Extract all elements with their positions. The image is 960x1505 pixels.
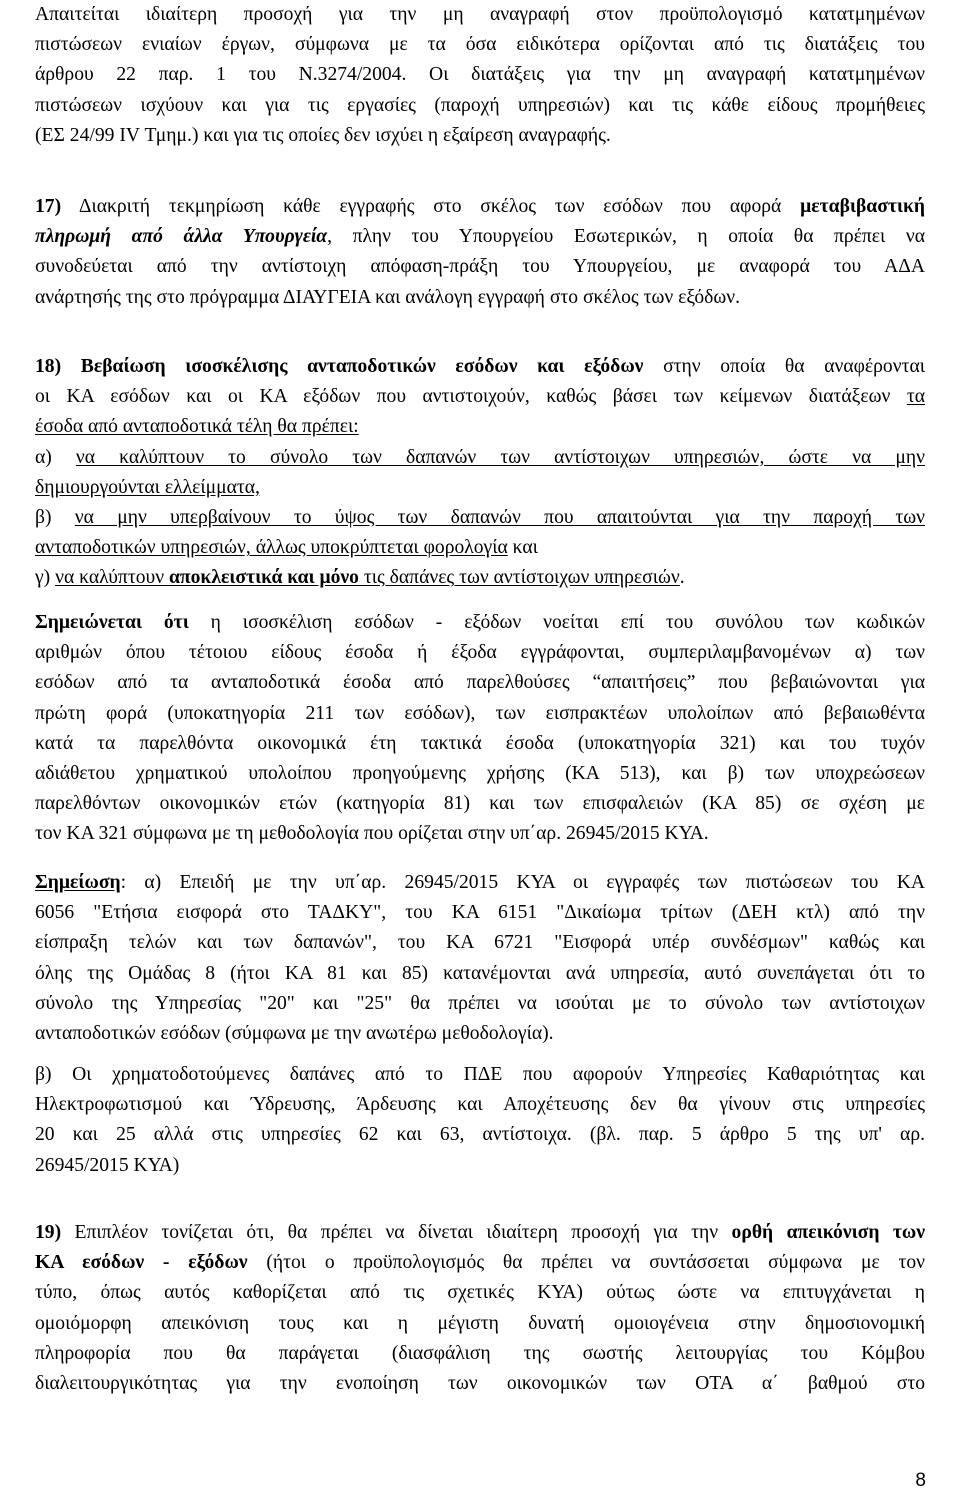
text-line: (ΕΣ 24/99 IV Τμημ.) και για τις οποίες δεν ισχύει η εξαίρεση αναγραφής. — [35, 124, 611, 146]
text-line — [35, 533, 925, 563]
list-item-c — [35, 563, 925, 593]
item-number: 19) — [35, 1222, 62, 1243]
text-line: κατά τα παρελθόντα οικονομικά έτη τακτικά έσοδα (υποκατηγορία 321) και του τυχόν — [35, 732, 925, 754]
underlined-text: να μην υπερβαίνουν το ύψος των δαπανών που απαιτούνται για την παροχή των — [74, 506, 925, 528]
list-marker: γ) — [35, 567, 56, 589]
text-line: πρώτη φορά (υποκατηγορία 211 των εσόδων), των εισπρακτέων υπολοίπων από βεβαιωθέντα — [35, 702, 925, 724]
note-paragraph — [35, 608, 925, 850]
paragraph-19 — [35, 1218, 925, 1399]
text-run: (ήτοι ο προϋπολογισμός θα πρέπει να συντάσσεται σύμφωνα με τον — [247, 1252, 925, 1274]
bold-phrase: ΚΑ εσόδων - εξόδων — [35, 1252, 248, 1274]
underlined-text: δημιουργούνται ελλείμματα, — [35, 476, 260, 498]
underlined-text: τις δαπάνες των αντίστοιχων υπηρεσιών — [358, 567, 680, 589]
text-line: ομοιόμορφη απεικόνιση τους και η μέγιστη δυνατή ομοιογένεια στην δημοσιονομική — [35, 1312, 925, 1334]
text-line: άρθρου 22 παρ. 1 του Ν.3274/2004. Οι διατάξεις για την μη αναγραφή κατατμημένων — [35, 64, 925, 86]
text-run: Επιπλέον τονίζεται ότι, θα πρέπει να δίνεται ιδιαίτερη προσοχή για την — [61, 1222, 732, 1243]
text-line — [35, 352, 925, 382]
text-run: και — [507, 537, 538, 559]
text-line: εσόδων από τα ανταποδοτικά έσοδα από παρελθούσες “απαιτήσεις” που βεβαιώνονται για — [35, 672, 925, 694]
text-line: τύπο, όπως αυτός καθορίζεται από τις σχετικές ΚΥΑ) ούτως ώστε να επιτυγχάνεται η — [35, 1282, 925, 1304]
text-line: Ηλεκτροφωτισμού και Ύδρευσης, Άρδευσης και Αποχέτευσης δεν θα γίνουν στις υπηρεσίες — [35, 1094, 925, 1116]
text-line: 26945/2015 ΚΥΑ) — [35, 1154, 180, 1176]
text-line — [35, 192, 925, 222]
text-line: όλης της Ομάδας 8 (ήτοι ΚΑ 81 και 85) κατανέμονται ανά υπηρεσία, αυτό συνεπάγεται ότι το — [35, 962, 925, 984]
text-line — [35, 1248, 925, 1278]
text-run: στην οποία θα αναφέρονται — [643, 356, 925, 377]
text-line: β) Οι χρηματοδοτούμενες δαπάνες από το ΠΔΕ που αφορούν Υπηρεσίες Καθαριότητας και — [35, 1064, 925, 1085]
text-run: . — [679, 567, 685, 589]
bold-phrase: μεταβιβαστική — [800, 196, 925, 217]
list-item-a — [35, 443, 925, 473]
bold-underlined-phrase: αποκλειστικά και μόνο — [168, 567, 359, 589]
paragraph-17 — [35, 192, 925, 313]
text-line — [35, 382, 925, 412]
bold-heading: 18) Βεβαίωση ισοσκέλισης ανταποδοτικών εσόδων και εξόδων — [35, 356, 644, 377]
underlined-text: έσοδα από ανταποδοτικά τέλη θα πρέπει: — [35, 416, 359, 438]
text-run: : α) Επειδή με την υπ΄αρ. 26945/2015 ΚΥΑ οι εγγραφές των πιστώσεων του ΚΑ — [120, 872, 925, 893]
text-line: 20 και 25 αλλά στις υπηρεσίες 62 και 63, αντίστοιχα. (βλ. παρ. 5 άρθρο 5 της υπ' αρ. — [35, 1124, 925, 1146]
text-run: Διακριτή τεκμηρίωση κάθε εγγραφής στο σκέλος των εσόδων που αφορά — [61, 196, 801, 217]
text-line — [35, 473, 925, 503]
item-number: 17) — [35, 196, 62, 217]
list-item-b — [35, 503, 925, 533]
text-line: είσπραξη τελών και των δαπανών", του ΚΑ 6721 "Εισφορά υπέρ συνδέσμων" καθώς και — [35, 932, 925, 954]
underlined-text: ανταποδοτικών υπηρεσιών, άλλως υποκρύπτεται φορολογία — [35, 537, 508, 559]
bold-underlined-label: Σημείωση — [35, 872, 121, 893]
text-line: ανάρτησής της στο πρόγραμμα ΔΙΑΥΓΕΙΑ και ανάλογη εγγραφή στο σκέλος των εξόδων. — [35, 286, 741, 308]
beta-paragraph — [35, 1060, 925, 1181]
text-run: , πλην του Υπουργείου Εσωτερικών, η οποία θα πρέπει να — [327, 226, 925, 248]
paragraph-18 — [35, 352, 925, 594]
text-line: σύνολο της Υπηρεσίας "20" και "25" θα πρέπει να ισούται με το σύνολο των αντίστοιχων — [35, 992, 925, 1014]
text-line — [35, 608, 925, 638]
text-run: η ισοσκέλιση εσόδων - εξόδων νοείται επί του συνόλου των κωδικών — [188, 612, 925, 633]
text-line: παρελθόντων οικονομικών ετών (κατηγορία 81) και των επισφαλειών (ΚΑ 85) σε σχέση με — [35, 793, 925, 815]
text-line: αδιάθετου χρηματικού υπολοίπου προηγούμενης χρήσης (ΚΑ 513), και β) των υποχρεώσεων — [35, 762, 925, 784]
bold-phrase: ορθή απεικόνιση των — [731, 1222, 925, 1243]
list-marker: α) — [35, 446, 76, 468]
text-line: ανταποδοτικών εσόδων (σύμφωνα με την ανωτέρω μεθοδολογία). — [35, 1022, 554, 1044]
text-line: πιστώσεων ενιαίων έργων, σύμφωνα με τα όσα ειδικότερα ορίζονται από τις διατάξεις του — [35, 34, 925, 56]
text-line: πιστώσεων ισχύουν και για τις εργασίες (παροχή υπηρεσιών) και τις κάθε είδους προμήθειες — [35, 94, 925, 116]
list-marker: β) — [35, 506, 75, 528]
text-line: διαλειτουργικότητας για την ενοποίηση των οικονομικών των ΟΤΑ α΄ βαθμού στο — [35, 1372, 925, 1394]
text-line: 6056 "Ετήσια εισφορά στο ΤΑΔΚΥ", του ΚΑ 6151 "Δικαίωμα τρίτων (ΔΕΗ κτλ) από την — [35, 902, 925, 924]
underlined-text: να καλύπτουν το σύνολο των δαπανών των αντίστοιχων υπηρεσιών, ώστε να μην — [75, 446, 925, 468]
bold-phrase: Σημειώνεται ότι — [35, 612, 189, 633]
underlined-text: τα — [906, 386, 925, 408]
text-line: Απαιτείται ιδιαίτερη προσοχή για την μη αναγραφή στον προϋπολογισμό κατατμημένων — [35, 4, 925, 25]
text-line — [35, 1218, 925, 1248]
text-line: συνοδεύεται από την αντίστοιχη απόφαση-πράξη του Υπουργείου, με αναφορά του ΑΔΑ — [35, 256, 925, 278]
page-number: 8 — [915, 1470, 926, 1491]
text-run: οι ΚΑ εσόδων και οι ΚΑ εξόδων που αντιστοιχούν, καθώς βάσει των κείμενων διατάξεων — [35, 386, 907, 408]
text-line: αριθμών όπου τέτοιου είδους έσοδα ή έξοδα εγγράφονται, συμπεριλαμβανομένων α) των — [35, 642, 925, 664]
remark-paragraph — [35, 868, 925, 1049]
intro-paragraph — [35, 0, 925, 151]
text-line — [35, 222, 925, 252]
text-line: πληροφορία που θα παράγεται (διασφάλιση της σωστής λειτουργίας του Κόμβου — [35, 1342, 925, 1364]
underlined-text: να καλύπτουν — [55, 567, 169, 589]
bold-italic-phrase: πληρωμή από άλλα Υπουργεία — [35, 226, 328, 248]
text-line — [35, 412, 925, 442]
text-line — [35, 868, 925, 898]
text-line: τον ΚΑ 321 σύμφωνα με τη μεθοδολογία που ορίζεται στην υπ΄αρ. 26945/2015 ΚΥΑ. — [35, 823, 709, 845]
